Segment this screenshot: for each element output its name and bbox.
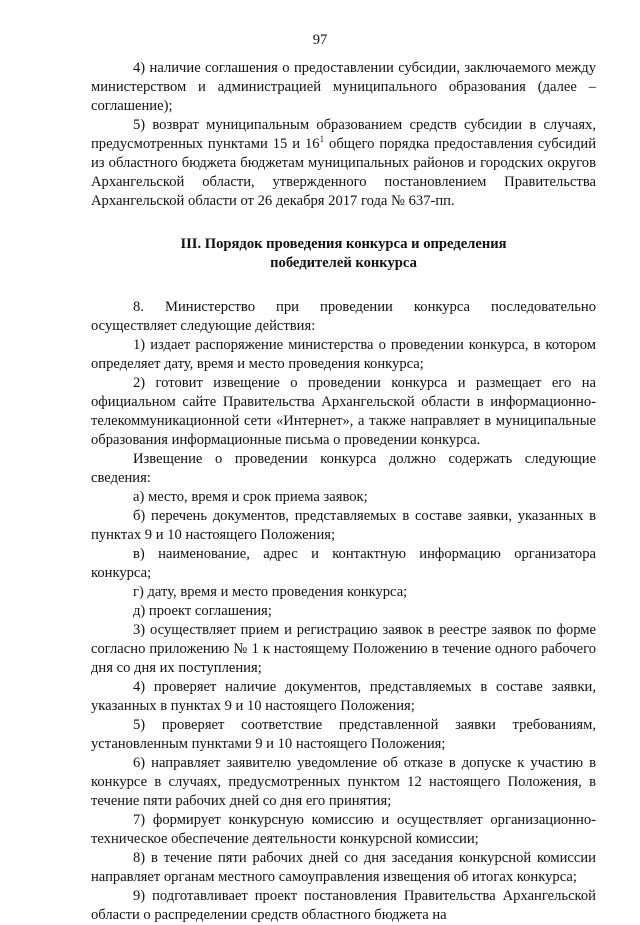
paragraph: д) проект соглашения; [133, 603, 272, 619]
paragraph: а) место, время и срок приема заявок; [133, 489, 368, 505]
paragraph: 4) проверяет наличие документов, представляемых в составе заявки, указанных в пунктах 9 и 10 настоящего Положения; [91, 679, 596, 714]
paragraph: в) наименование, адрес и контактную информацию организатора конкурса; [91, 546, 596, 581]
paragraph: 8. Министерство при проведении конкурса последовательно осуществляет следующие действия: [91, 299, 596, 334]
paragraph: 1) издает распоряжение министерства о проведении конкурса, в котором определяет дату, время и место проведения конкурса; [91, 337, 596, 372]
document-body [91, 59, 596, 925]
paragraph-text: 5) возврат муниципальным образованием средств субсидии в случаях, предусмотренных пунктами 15 и 16 [91, 117, 596, 152]
section-heading [91, 235, 596, 273]
superscript: 1 [319, 134, 325, 145]
paragraph: 8) в течение пяти рабочих дней со дня заседания конкурсной комиссии направляет органам местного самоуправления извещения об итогах конкурса; [91, 850, 596, 885]
paragraph [91, 116, 596, 211]
paragraph: 6) направляет заявителю уведомление об отказе в допуске к участию в конкурсе в случаях, предусмотренных пунктом 12 настоящего Положения, в течение пяти рабочих дней со дня его принятия; [91, 755, 596, 809]
paragraph: 4) наличие соглашения о предоставлении субсидии, заключаемого между министерством и администрацией муниципального образования (далее – соглашение); [91, 60, 596, 114]
paragraph: 3) осуществляет прием и регистрацию заявок в реестре заявок по форме согласно приложению № 1 к настоящему Положению в течение одного рабочего дня со дня их поступления; [91, 622, 596, 676]
paragraph: Извещение о проведении конкурса должно содержать следующие сведения: [91, 451, 596, 486]
page-number: 97 [312, 32, 328, 48]
paragraph: г) дату, время и место проведения конкурса; [133, 584, 408, 600]
paragraph: 7) формирует конкурсную комиссию и осуществляет организационно-техническое обеспечение деятельности конкурсной комиссии; [91, 812, 596, 847]
paragraph: 9) подготавливает проект постановления Правительства Архангельской области о распределении средств областного бюджета на [91, 888, 596, 923]
paragraph-text: общего порядка предоставления субсидий из областного бюджета бюджетам муниципальных районов и городских округов Архангельской области, утвержденного постановлением Правительства Архангельской области от 26 декабря 2017 года № 637-пп. [91, 136, 597, 209]
section-heading-line: III. Порядок проведения конкурса и определения [180, 236, 507, 252]
paragraph: 2) готовит извещение о проведении конкурса и размещает его на официальном сайте Правительства Архангельской области в информационно-телекоммуникационной сети «Интернет», а также направляет в муниципальные образования информационные письма о проведении конкурса. [91, 375, 596, 448]
section-heading-line: победителей конкурса [270, 255, 417, 271]
paragraph: 5) проверяет соответствие представленной заявки требованиям, установленным пунктами 9 и 10 настоящего Положения; [91, 717, 596, 752]
paragraph: б) перечень документов, представляемых в составе заявки, указанных в пунктах 9 и 10 настоящего Положения; [91, 508, 596, 543]
